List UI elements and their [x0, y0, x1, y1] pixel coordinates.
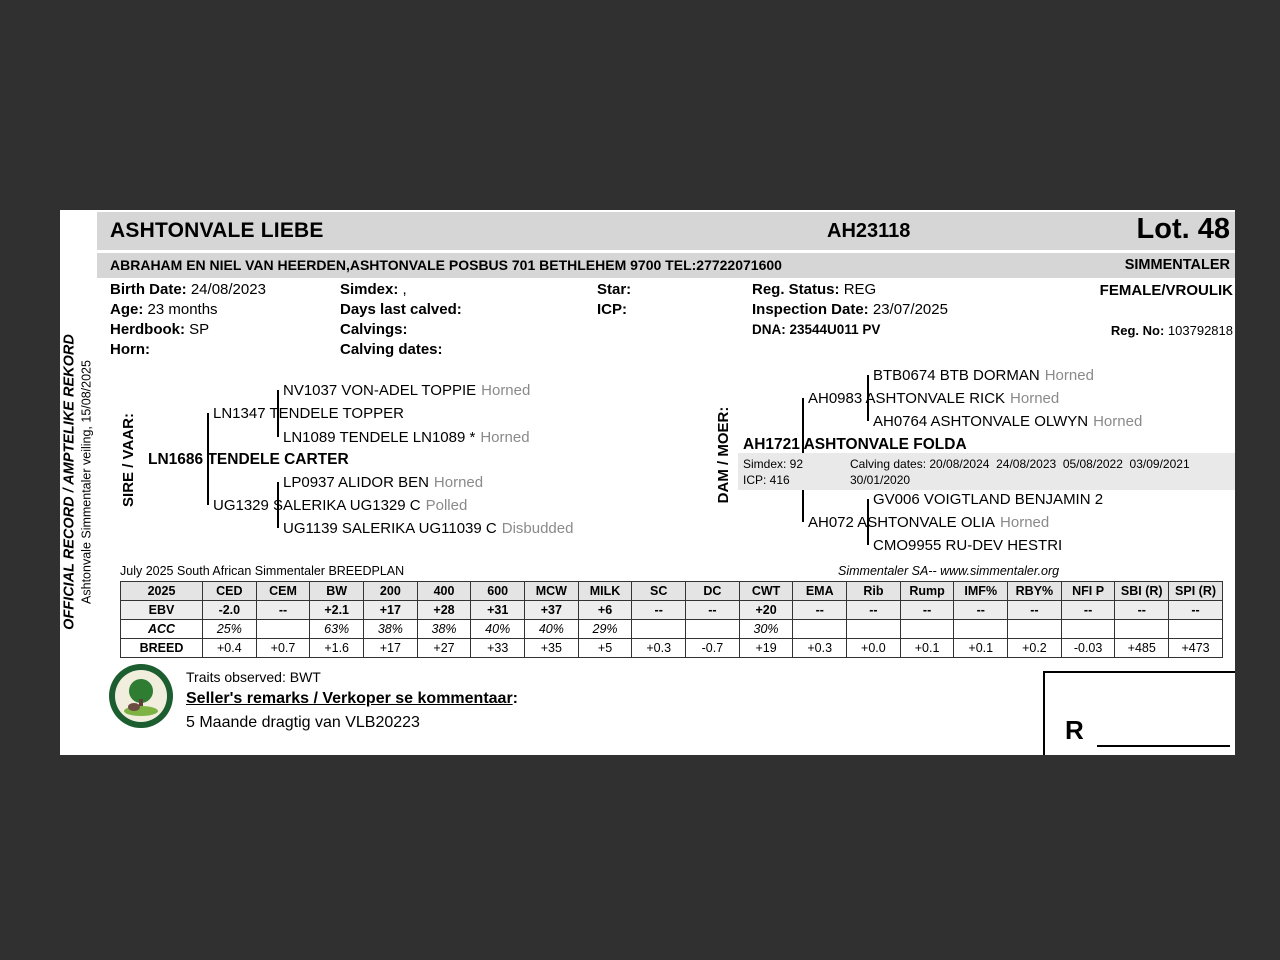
traits-observed: Traits observed: BWT [186, 669, 321, 685]
dam-calving-dates-line1: Calving dates: 20/08/2024 24/08/2023 05/08/2022 03/09/2021 [850, 457, 1190, 471]
breedplan-cell: +473 [1169, 639, 1223, 658]
animal-name-text: AH1721 ASHTONVALE FOLDA [743, 436, 967, 453]
field-label: Reg. Status: [752, 281, 840, 298]
field-herdbook [110, 321, 209, 338]
field-label: Herdbook: [110, 321, 185, 338]
breedplan-column-header: EMA [793, 582, 847, 601]
breedplan-cell: 29% [578, 620, 632, 639]
horn-status: Horned [1010, 390, 1060, 407]
seller-remarks-colon: : [512, 690, 518, 707]
breedplan-column-header: SBI (R) [1115, 582, 1169, 601]
field-age [110, 301, 218, 318]
price-fill-in-line [1097, 745, 1230, 747]
breedplan-cell: -- [1061, 601, 1115, 620]
breedplan-column-header: SC [632, 582, 686, 601]
field-value: 24/08/2023 [190, 281, 266, 298]
dam-section-label: DAM / MOER: [714, 406, 732, 504]
field-value: 23544U011 PV [789, 322, 881, 337]
horn-status: Horned [1044, 367, 1094, 384]
pedigree-node-dam-gp2 [873, 413, 1142, 430]
animal-name-text: CMO9955 RU-DEV HESTRI [873, 537, 1063, 554]
side-label-official-record: OFFICIAL RECORD / AMPTELIKE REKORD [61, 334, 78, 630]
horn-status: Horned [480, 429, 530, 446]
breedplan-cell: +5 [578, 639, 632, 658]
pedigree-node-dam-gp3 [873, 491, 1108, 508]
price-currency-label: R [1065, 715, 1084, 745]
animal-name: ASHTONVALE LIEBE [110, 219, 324, 242]
animal-name-text: BTB0674 BTB DORMAN [873, 367, 1040, 384]
field-value: , [402, 281, 407, 298]
breedplan-cell: +28 [417, 601, 471, 620]
sex-label: FEMALE/VROULIK [1099, 282, 1233, 299]
field-label: Birth Date: [110, 281, 187, 298]
breedplan-table [120, 581, 1223, 658]
price-box [1043, 671, 1235, 755]
field-label: Reg. No: [1110, 323, 1165, 338]
breedplan-cell: +27 [417, 639, 471, 658]
animal-name-text: UG1139 SALERIKA UG11039 C [283, 520, 497, 537]
breedplan-column-header: RBY% [1008, 582, 1062, 601]
breedplan-row-breed [121, 639, 1223, 658]
pedigree-node-dam-parent1 [808, 390, 1059, 407]
lot-number: Lot. 48 [1136, 213, 1230, 245]
breedplan-cell [256, 620, 310, 639]
breedplan-cell: -- [1008, 601, 1062, 620]
breedplan-column-header: NFI P [1061, 582, 1115, 601]
field-label: Calvings: [340, 321, 408, 338]
breedplan-column-header: Rib [847, 582, 901, 601]
pedigree-node-sire-gp4 [283, 520, 573, 537]
horn-status [349, 451, 354, 468]
breedplan-cell: -- [847, 601, 901, 620]
breedplan-cell: 38% [364, 620, 418, 639]
breedplan-header-row [121, 582, 1223, 601]
breedplan-column-header: Rump [900, 582, 954, 601]
breedplan-cell: -0.03 [1061, 639, 1115, 658]
breedplan-row-label: BREED [121, 639, 203, 658]
breedplan-column-header: BW [310, 582, 364, 601]
horn-status: Horned [433, 474, 484, 491]
field-inspection-date [752, 301, 948, 318]
breedplan-cell [1115, 620, 1169, 639]
seller-remarks-text: 5 Maande dragtig van VLB20223 [186, 714, 420, 731]
breedplan-row-acc [121, 620, 1223, 639]
breedplan-column-header: 200 [364, 582, 418, 601]
field-value: SP [189, 321, 210, 338]
breedplan-cell: +0.4 [203, 639, 257, 658]
breedplan-column-header: MILK [578, 582, 632, 601]
breedplan-cell: -- [900, 601, 954, 620]
field-value: REG [843, 281, 877, 298]
sire-section-label: SIRE / VAAR: [119, 413, 137, 507]
breedplan-cell: -- [632, 601, 686, 620]
pedigree-node-sire [148, 451, 354, 469]
animal-name-text: LN1686 TENDELE CARTER [148, 451, 349, 468]
field-label: Star: [597, 281, 632, 298]
pedigree-node-sire-gp2 [283, 429, 530, 446]
breedplan-cell: +0.0 [847, 639, 901, 658]
breedplan-cell: -- [686, 601, 740, 620]
field-calvings [340, 321, 408, 338]
field-simdex [340, 281, 407, 298]
breedplan-cell: -- [954, 601, 1008, 620]
breedplan-cell: +0.7 [256, 639, 310, 658]
seller-remarks-heading [186, 690, 518, 708]
breedplan-row-label: EBV [121, 601, 203, 620]
breedplan-cell: 30% [739, 620, 793, 639]
breedplan-column-header: DC [686, 582, 740, 601]
horn-status: Horned [1000, 514, 1050, 531]
field-label: Horn: [110, 341, 150, 358]
animal-name-text: UG1329 SALERIKA UG1329 C [213, 497, 421, 514]
horn-status [967, 436, 972, 453]
breedplan-cell [847, 620, 901, 639]
breedplan-cell: -- [793, 601, 847, 620]
breedplan-cell [1061, 620, 1115, 639]
pedigree-node-sire-parent1 [213, 405, 409, 422]
field-label: DNA: [752, 322, 786, 337]
field-reg-no [1111, 323, 1233, 338]
field-label: ICP: [597, 301, 627, 318]
breed-name: SIMMENTALER [1124, 257, 1230, 273]
breedplan-column-header: IMF% [954, 582, 1008, 601]
field-birth-date [110, 281, 266, 298]
breedplan-row-ebv [121, 601, 1223, 620]
breedplan-cell: +19 [739, 639, 793, 658]
breedplan-cell [1008, 620, 1062, 639]
breedplan-cell: 38% [417, 620, 471, 639]
horn-status: Polled [425, 497, 468, 514]
animal-id: AH23118 [827, 220, 911, 242]
breedplan-cell: -2.0 [203, 601, 257, 620]
breedplan-cell [793, 620, 847, 639]
field-label: Inspection Date: [752, 301, 869, 318]
pedigree-connector-line [802, 490, 804, 522]
breedplan-column-header: CEM [256, 582, 310, 601]
dam-stats-box [738, 453, 1235, 490]
dam-calving-dates-line2: 30/01/2020 [850, 473, 911, 487]
field-value: 103792818 [1167, 323, 1233, 338]
seller-remarks-heading-text: Seller's remarks / Verkoper se kommentaar [186, 690, 513, 707]
animal-name-text: GV006 VOIGTLAND BENJAMIN 2 [873, 491, 1104, 508]
breedplan-cell: +17 [364, 601, 418, 620]
pedigree-node-sire-parent2 [213, 497, 467, 514]
breedplan-column-header: 2025 [121, 582, 203, 601]
pedigree-node-dam-parent2 [808, 514, 1049, 531]
breedplan-cell [1169, 620, 1223, 639]
field-label: Age: [110, 301, 144, 318]
breedplan-source: Simmentaler SA-- www.simmentaler.org [838, 564, 1060, 578]
animal-name-text: AH0764 ASHTONVALE OLWYN [873, 413, 1089, 430]
breedplan-cell: +0.3 [793, 639, 847, 658]
breedplan-row-label: ACC [121, 620, 203, 639]
breedplan-cell: 40% [471, 620, 525, 639]
breedplan-cell: +2.1 [310, 601, 364, 620]
dam-simdex: Simdex: 92 [743, 457, 804, 471]
title-bar [97, 212, 1235, 250]
breedplan-cell [686, 620, 740, 639]
breedplan-title: July 2025 South African Simmentaler BREEDPLAN [120, 564, 405, 578]
horn-status: Horned [1093, 413, 1143, 430]
breedplan-cell [900, 620, 954, 639]
horn-status [1062, 537, 1067, 554]
breedplan-column-header: CWT [739, 582, 793, 601]
breedplan-cell: -0.7 [686, 639, 740, 658]
stud-logo-icon [108, 663, 174, 729]
owner-bar [97, 253, 1235, 278]
breedplan-column-header: SPI (R) [1169, 582, 1223, 601]
pedigree-node-dam-gp4 [873, 537, 1067, 554]
breedplan-cell: +35 [525, 639, 579, 658]
breedplan-cell: +0.1 [954, 639, 1008, 658]
pedigree-node-dam [743, 436, 972, 454]
breedplan-cell [954, 620, 1008, 639]
breedplan-cell: +20 [739, 601, 793, 620]
breedplan-cell: -- [1169, 601, 1223, 620]
horn-status [1103, 491, 1108, 508]
catalog-page [60, 210, 1235, 755]
owner-info: ABRAHAM EN NIEL VAN HEERDEN,ASHTONVALE POSBUS 701 BETHLEHEM 9700 TEL:27722071600 [110, 257, 782, 273]
breedplan-cell: +31 [471, 601, 525, 620]
breedplan-cell: +6 [578, 601, 632, 620]
pedigree-node-dam-gp1 [873, 367, 1094, 384]
horn-status: Disbudded [501, 520, 574, 537]
animal-name-text: NV1037 VON-ADEL TOPPIE [283, 382, 477, 399]
breedplan-cell: +0.2 [1008, 639, 1062, 658]
pedigree-node-sire-gp1 [283, 382, 530, 399]
field-star [597, 281, 631, 298]
breedplan-column-header: MCW [525, 582, 579, 601]
breedplan-column-header: CED [203, 582, 257, 601]
breedplan-cell: 25% [203, 620, 257, 639]
breedplan-cell: -- [1115, 601, 1169, 620]
breedplan-cell: +1.6 [310, 639, 364, 658]
animal-name-text: AH0983 ASHTONVALE RICK [808, 390, 1006, 407]
breedplan-cell: +37 [525, 601, 579, 620]
field-reg-status [752, 281, 876, 298]
field-calving-dates [340, 341, 443, 358]
animal-name-text: AH072 ASHTONVALE OLIA [808, 514, 996, 531]
field-label: Simdex: [340, 281, 399, 298]
side-label-sale-date: Ashtonvale Simmentaler veiling, 15/08/2025 [79, 360, 94, 604]
breedplan-cell: -- [256, 601, 310, 620]
breedplan-cell: +17 [364, 639, 418, 658]
field-dna [752, 322, 880, 337]
field-icp [597, 301, 627, 318]
field-label: Days last calved: [340, 301, 462, 318]
field-days-last-calved [340, 301, 462, 318]
breedplan-cell: 63% [310, 620, 364, 639]
field-value: 23/07/2025 [872, 301, 948, 318]
field-value: 23 months [147, 301, 218, 318]
breedplan-cell: +485 [1115, 639, 1169, 658]
field-horn [110, 341, 150, 358]
breedplan-column-header: 600 [471, 582, 525, 601]
animal-name-text: LN1347 TENDELE TOPPER [213, 405, 404, 422]
breedplan-cell: 40% [525, 620, 579, 639]
dam-icp: ICP: 416 [743, 473, 790, 487]
breedplan-cell: +0.3 [632, 639, 686, 658]
horn-status: Horned [481, 382, 531, 399]
breedplan-column-header: 400 [417, 582, 471, 601]
animal-name-text: LP0937 ALIDOR BEN [283, 474, 429, 491]
horn-status [404, 405, 409, 422]
breedplan-cell: +0.1 [900, 639, 954, 658]
pedigree-node-sire-gp3 [283, 474, 483, 491]
field-label: Calving dates: [340, 341, 443, 358]
breedplan-cell: +33 [471, 639, 525, 658]
animal-name-text: LN1089 TENDELE LN1089 * [283, 429, 476, 446]
breedplan-cell [632, 620, 686, 639]
